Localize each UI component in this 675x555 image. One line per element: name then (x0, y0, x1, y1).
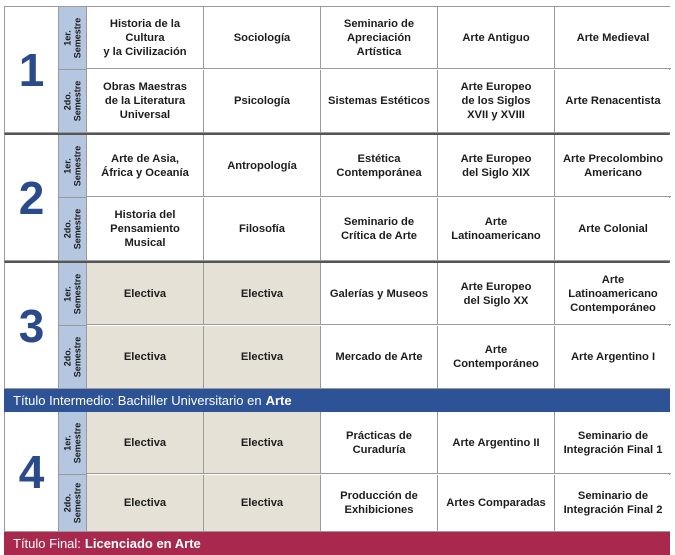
year-number: 2 (5, 135, 59, 260)
intermediate-degree-emphasis: Arte (265, 393, 292, 408)
year-number: 4 (5, 412, 59, 531)
course-cell: Arte Medieval (555, 7, 671, 69)
year-block-2 (4, 133, 670, 261)
course-cell: Arte Europeo del Siglo XIX (438, 135, 555, 197)
intermediate-degree-prefix: Título Intermedio: Bachiller Universitario en (13, 393, 262, 408)
course-cell: Arte de Asia, África y Oceanía (87, 135, 204, 197)
course-cell: Mercado de Arte (321, 326, 438, 388)
course-cell: Antropología (204, 135, 321, 197)
course-cell: Obras Maestras de la Literatura Universal (87, 70, 204, 132)
elective-cell: Electiva (87, 412, 204, 474)
semester-tab-second: 2do. Semestre (59, 475, 87, 531)
course-cell: Historia de la Cultura y la Civilización (87, 7, 204, 69)
year-block-1 (4, 6, 670, 133)
course-cell: Filosofía (204, 198, 321, 260)
course-cell: Arte Argentino II (438, 412, 555, 474)
year-number: 3 (5, 263, 59, 388)
intermediate-degree-banner (4, 389, 670, 412)
course-cell: Historia del Pensamiento Musical (87, 198, 204, 260)
course-cell: Seminario de Crítica de Arte (321, 198, 438, 260)
course-cell: Sistemas Estéticos (321, 70, 438, 132)
elective-cell: Electiva (87, 475, 204, 531)
year-block-3 (4, 261, 670, 389)
semester-tab-second: 2do. Semestre (59, 70, 87, 132)
semester-tab-second: 2do. Semestre (59, 326, 87, 388)
elective-cell: Electiva (204, 475, 321, 531)
course-cell: Arte Precolombino Americano (555, 135, 671, 197)
semester-tab-first: 1er. Semestre (59, 135, 87, 198)
semester-tab-second: 2do. Semestre (59, 198, 87, 260)
course-cell: Seminario de Integración Final 1 (555, 412, 671, 474)
semester-tab-first: 1er. Semestre (59, 412, 87, 475)
course-cell: Psicología (204, 70, 321, 132)
study-plan (4, 6, 670, 555)
course-cell: Arte Renacentista (555, 70, 671, 132)
course-cell: Arte Antiguo (438, 7, 555, 69)
elective-cell: Electiva (87, 263, 204, 325)
year-block-4 (4, 412, 670, 532)
course-cell: Arte Argentino I (555, 326, 671, 388)
course-cell: Producción de Exhibiciones (321, 475, 438, 531)
course-cell: Artes Comparadas (438, 475, 555, 531)
course-cell: Arte Latinoamericano (438, 198, 555, 260)
course-cell: Arte Contemporáneo (438, 326, 555, 388)
elective-cell: Electiva (204, 263, 321, 325)
course-cell: Prácticas de Curaduría (321, 412, 438, 474)
course-cell: Arte Latinoamericano Contemporáneo (555, 263, 671, 325)
course-cell: Seminario de Integración Final 2 (555, 475, 671, 531)
final-degree-emphasis: Licenciado en Arte (84, 536, 201, 551)
course-cell: Arte Europeo del Siglo XX (438, 263, 555, 325)
elective-cell: Electiva (204, 412, 321, 474)
final-degree-banner (4, 532, 670, 555)
course-cell: Arte Europeo de los Siglos XVII y XVIII (438, 70, 555, 132)
semester-tab-first: 1er. Semestre (59, 7, 87, 70)
course-cell: Estética Contemporánea (321, 135, 438, 197)
course-cell: Arte Colonial (555, 198, 671, 260)
final-degree-prefix: Título Final: (13, 536, 81, 551)
semester-tab-first: 1er. Semestre (59, 263, 87, 326)
elective-cell: Electiva (204, 326, 321, 388)
year-number: 1 (5, 7, 59, 132)
course-cell: Sociología (204, 7, 321, 69)
course-cell: Galerías y Museos (321, 263, 438, 325)
elective-cell: Electiva (87, 326, 204, 388)
course-cell: Seminario de Apreciación Artística (321, 7, 438, 69)
